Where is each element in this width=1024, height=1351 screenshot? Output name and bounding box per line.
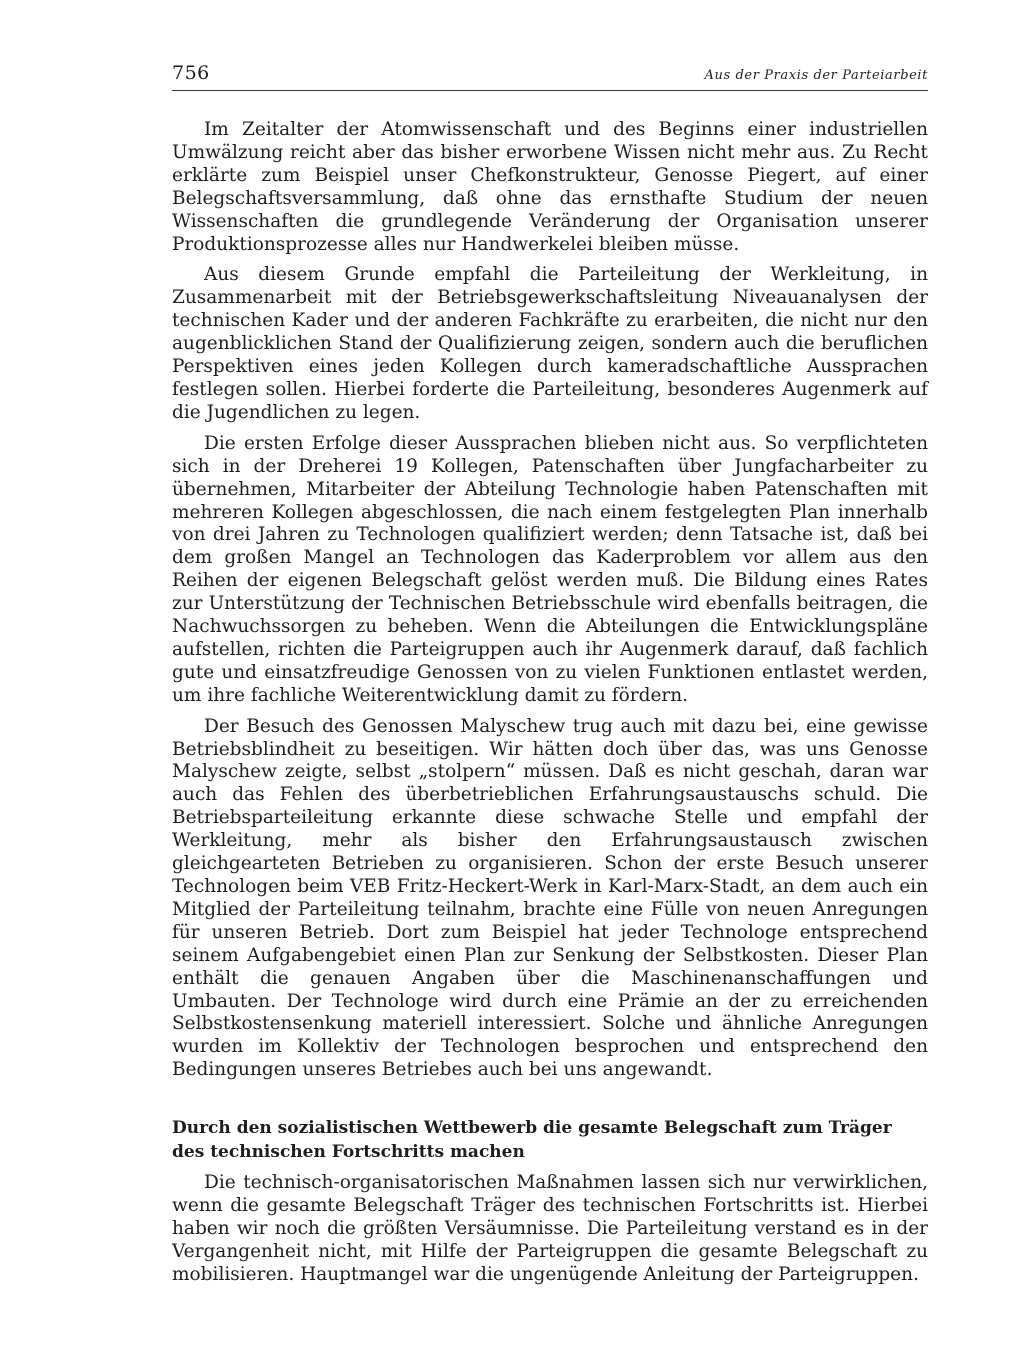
paragraph-1: Im Zeitalter der Atomwissenschaft und des Beginns einer industriellen Umwälzung reicht aber das bisher erworbene Wissen nicht mehr aus. Zu Recht erklärte zum Beispiel unser Chefkonstrukteur, Genosse Piegert, auf einer Belegschaftsversammlung, daß ohne das ernsthafte Studium der neuen Wissenschaften die grundlegende Veränderung der Organisation unserer Produktionsprozesse alles nur Handwerkelei bleiben müsse.	[172, 119, 928, 255]
running-head	[172, 60, 928, 91]
paragraph-5: Die technisch-organisatorischen Maßnahmen lassen sich nur verwirklichen, wenn die gesamte Belegschaft Träger des technischen Fortschritts ist. Hierbei haben wir noch die größten Versäumnisse. Die Parteileitung verstand es in der Vergangenheit nicht, mit Hilfe der Parteigruppen die gesamte Belegschaft zu mobilisieren. Hauptmangel war die ungenügende Anleitung der Parteigruppen.	[172, 1172, 928, 1285]
paragraph-2: Aus diesem Grunde empfahl die Parteileitung der Werkleitung, in Zusammenarbeit mit der Betriebsgewerkschaftsleitung Niveauanalysen der technischen Kader und der anderen Fachkräfte zu erarbeiten, die nicht nur den augenblicklichen Stand der Qualifizierung zeigen, sondern auch die beruflichen Perspektiven eines jeden Kollegen durch kameradschaftliche Aussprachen festlegen sollen. Hierbei forderte die Parteileitung, besonderes Augenmerk auf die Jugendlichen zu legen.	[172, 264, 928, 423]
document-page	[172, 60, 928, 1295]
body-text	[172, 119, 928, 1287]
paragraph-3: Die ersten Erfolge dieser Aussprachen blieben nicht aus. So verpflichteten sich in der Dreherei 19 Kollegen, Patenschaften über Jungfacharbeiter zu übernehmen, Mitarbeiter der Abteilung Technologie haben Patenschaften mit mehreren Kollegen abgeschlossen, die nach einem festgelegten Plan innerhalb von drei Jahren zu Technologen qualifiziert werden; denn Tatsache ist, daß bei dem großen Mangel an Technologen das Kaderproblem vor allem aus den Reihen der eigenen Belegschaft gelöst werden muß. Die Bildung eines Rates zur Unterstützung der Technischen Betriebsschule wird ebenfalls beitragen, die Nachwuchssorgen zu beheben. Wenn die Abteilungen die Entwicklungspläne aufstellen, richten die Parteigruppen auch ihr Augenmerk darauf, daß fachlich gute und einsatzfreudige Genossen von zu vielen Funktionen entlastet werden, um ihre fachliche Weiterentwicklung damit zu fördern.	[172, 432, 928, 706]
page-number: 756	[172, 62, 210, 84]
section-heading: Durch den sozialistischen Wettbewerb die gesamte Belegschaft zum Träger des technischen Fortschritts machen	[172, 1118, 892, 1163]
paragraph-4: Der Besuch des Genossen Malyschew trug auch mit dazu bei, eine gewisse Betriebsblindheit zu beseitigen. Wir hätten doch über das, was uns Genosse Malyschew zeigte, selbst „stolpern“ müssen. Daß es nicht geschah, daran war auch das Fehlen des überbetrieblichen Erfahrungsaustauschs schuld. Die Betriebsparteileitung erkannte diese schwache Stelle und empfahl der Werkleitung, mehr als bisher den Erfahrungsaustausch zwischen gleichgearteten Betrieben zu organisieren. Schon der erste Besuch unserer Technologen beim VEB Fritz-Heckert-Werk in Karl-Marx-Stadt, an dem auch ein Mitglied der Parteileitung teilnahm, brachte eine Fülle von neuen Anregungen für unseren Betrieb. Dort zum Beispiel hat jeder Technologe entsprechend seinem Aufgabengebiet einen Plan zur Senkung der Selbstkosten. Dieser Plan enthält die genauen Angaben über die Maschinenanschaffungen und Umbauten. Der Technologe wird durch eine Prämie an der zu erreichenden Selbstkostensenkung materiell interessiert. Solche und ähnliche Anregungen wurden im Kollektiv der Technologen besprochen und entsprechend den Bedingungen unseres Betriebes auch bei uns angewandt.	[172, 715, 928, 1081]
running-head-title: Aus der Praxis der Parteiarbeit	[704, 68, 928, 83]
